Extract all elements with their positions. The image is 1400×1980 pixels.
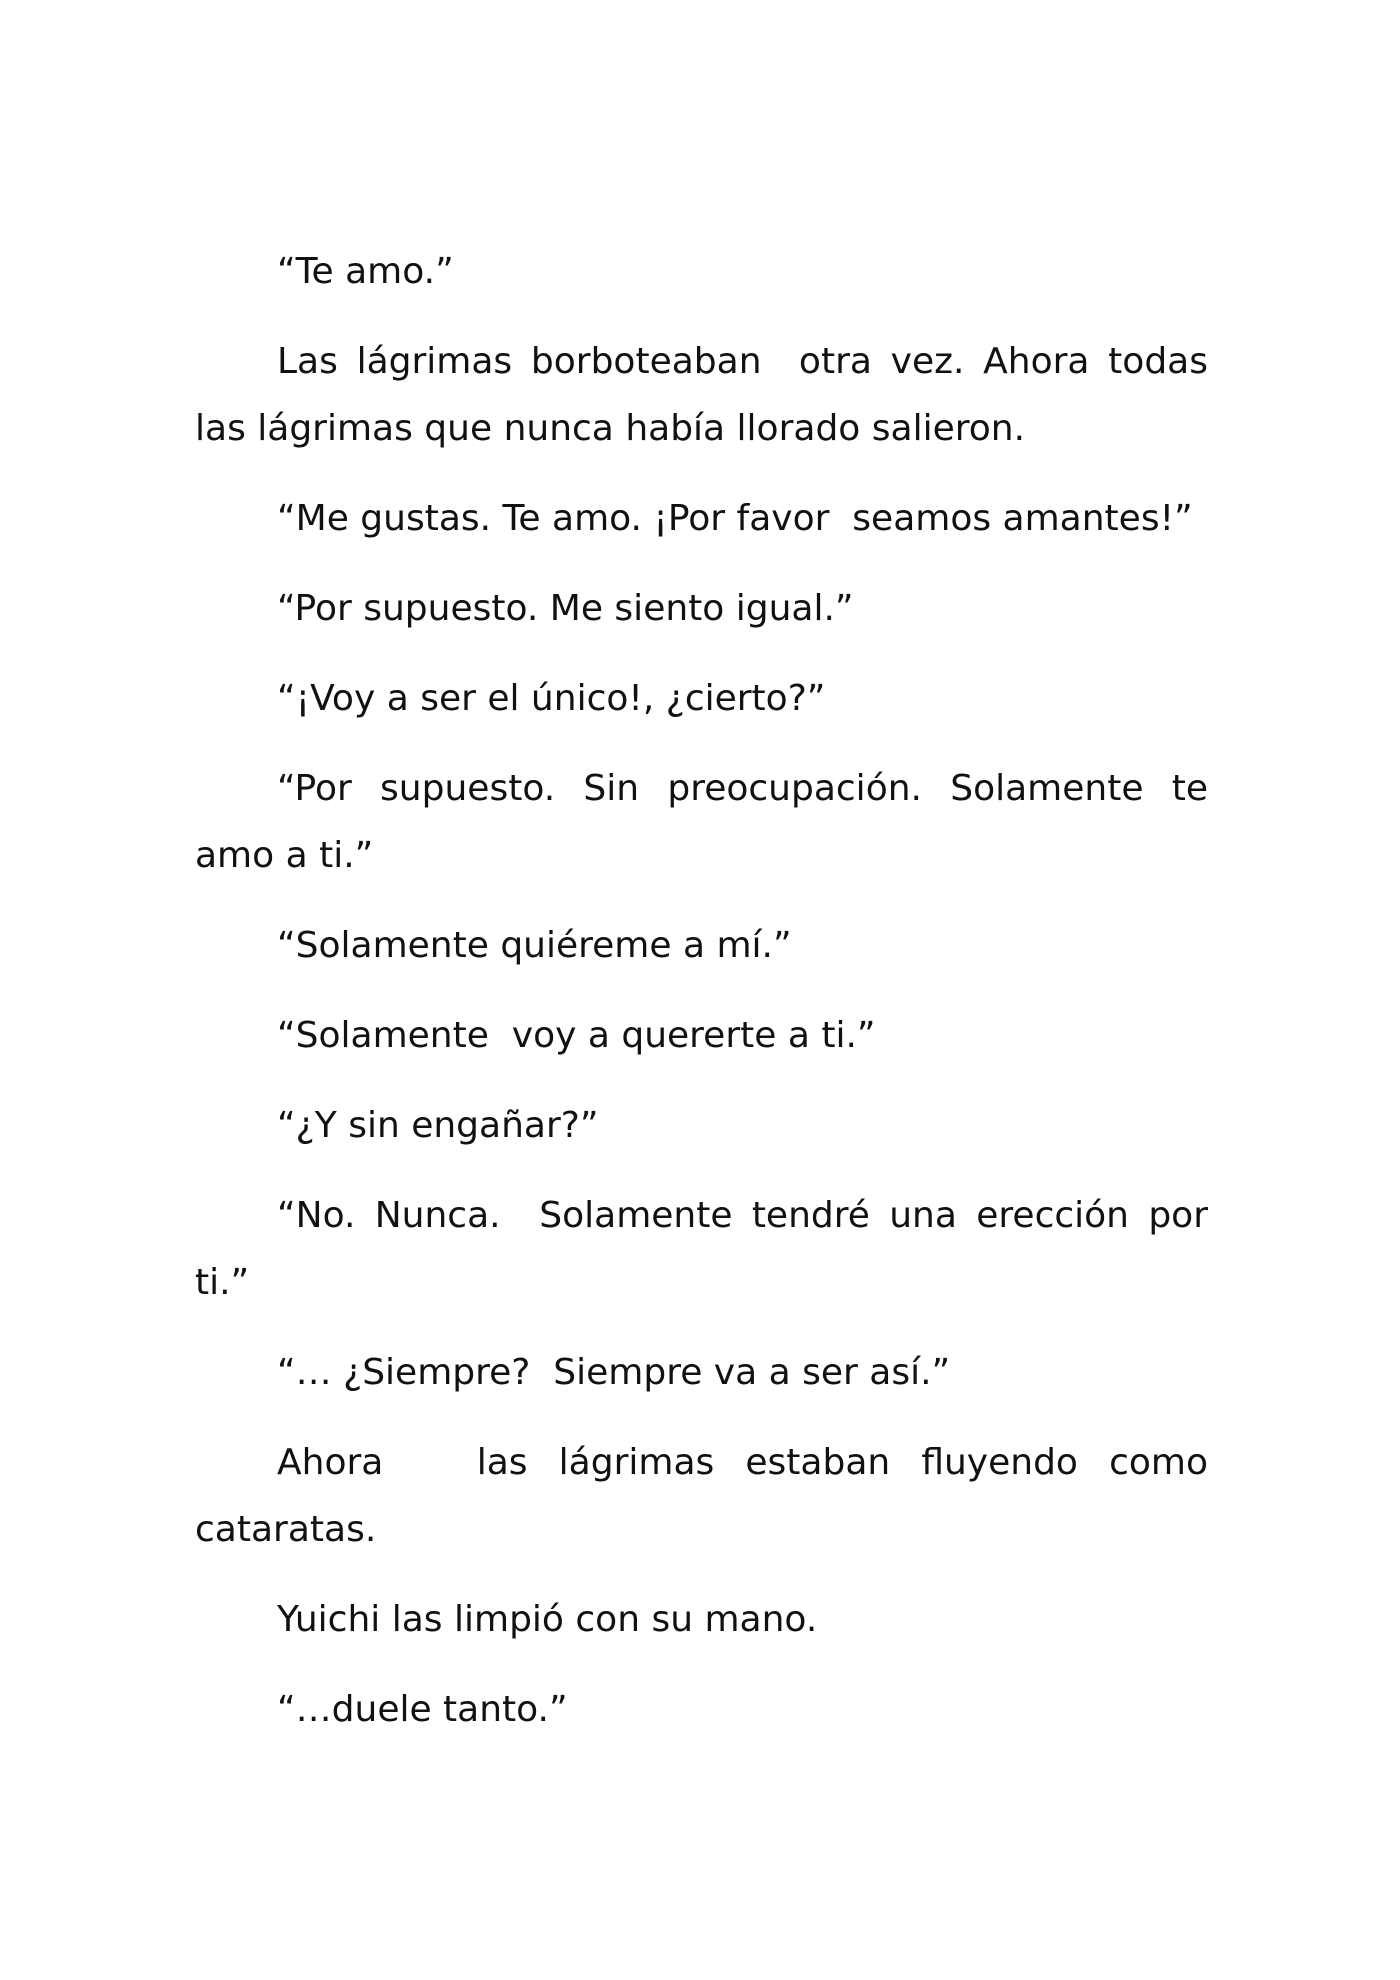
- paragraph: “Me gustas. Te amo. ¡Por favor seamos amantes!”: [277, 498, 1193, 539]
- paragraph: Las lágrimas borboteaban otra vez. Ahora todas las lágrimas que nunca había llorado salieron.: [195, 341, 1220, 449]
- paragraph: “Por supuesto. Sin preocupación. Solamente te amo a ti.”: [195, 768, 1220, 876]
- paragraph: Ahora las lágrimas estaban fluyendo como cataratas.: [195, 1442, 1220, 1550]
- paragraph: “Solamente quiéreme a mí.”: [277, 925, 792, 966]
- body-text: [195, 238, 1220, 1766]
- paragraph: “¡Voy a ser el único!, ¿cierto?”: [277, 678, 826, 719]
- paragraph: “… ¿Siempre? Siempre va a ser así.”: [277, 1352, 951, 1393]
- paragraph: “Solamente voy a quererte a ti.”: [277, 1015, 876, 1056]
- paragraph: “…duele tanto.”: [277, 1689, 568, 1730]
- paragraph: “No. Nunca. Solamente tendré una erección por ti.”: [195, 1195, 1220, 1303]
- paragraph: Yuichi las limpió con su mano.: [277, 1599, 818, 1640]
- paragraph: “Te amo.”: [277, 251, 454, 292]
- paragraph: “¿Y sin engañar?”: [277, 1105, 599, 1146]
- paragraph: “Por supuesto. Me siento igual.”: [277, 588, 854, 629]
